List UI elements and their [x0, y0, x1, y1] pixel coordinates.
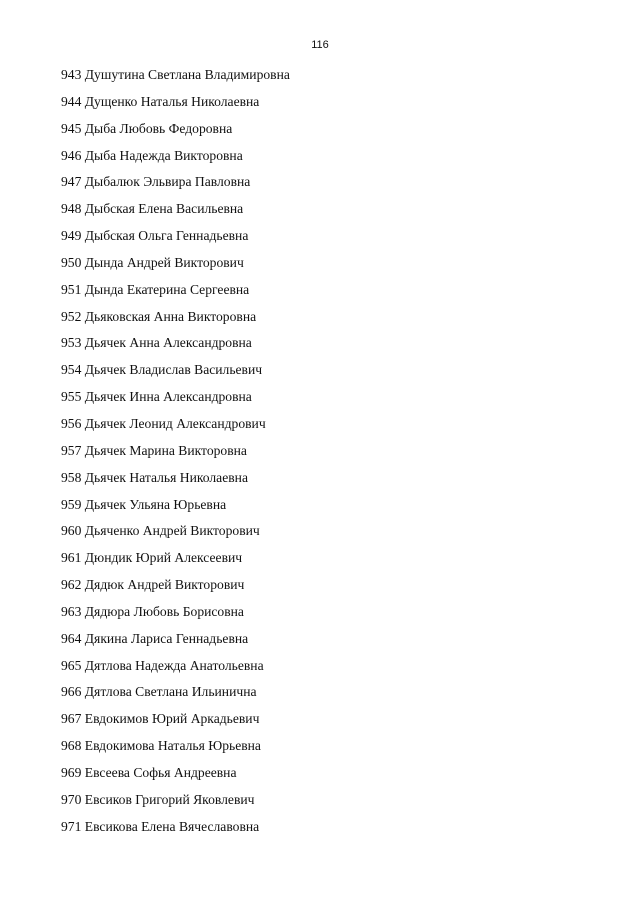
list-item: 947 Дыбалюк Эльвира Павловна — [61, 174, 251, 190]
list-item: 943 Душутина Светлана Владимировна — [61, 67, 290, 82]
list-item: 966 Дятлова Светлана Ильинична — [61, 684, 257, 700]
list-item: 948 Дыбская Елена Васильевна — [61, 201, 244, 217]
list-item: 967 Евдокимов Юрий Аркадьевич — [61, 711, 260, 727]
list-item: 951 Дында Екатерина Сергеевна — [61, 281, 250, 297]
list-item: 954 Дьячек Владислав Васильевич — [61, 362, 263, 378]
list-item: 971 Евсикова Елена Вячеславовна — [61, 818, 260, 834]
page-number: 116 — [311, 39, 329, 51]
list-item: 959 Дьячек Ульяна Юрьевна — [61, 496, 227, 512]
list-item: 960 Дьяченко Андрей Викторович — [61, 523, 260, 539]
list-item: 944 Дущенко Наталья Николаевна — [61, 93, 260, 109]
list-item: 963 Дядюра Любовь Борисовна — [61, 603, 244, 619]
list-item: 969 Евсеева Софья Андреевна — [61, 764, 237, 780]
list-item: 956 Дьячек Леонид Александрович — [61, 415, 266, 431]
list-item: 962 Дядюк Андрей Викторович — [61, 577, 245, 593]
list-item: 946 Дыба Надежда Викторовна — [61, 147, 243, 163]
list-item: 953 Дьячек Анна Александровна — [61, 335, 252, 351]
list-item: 961 Дюндик Юрий Алексеевич — [61, 550, 243, 566]
list-item: 945 Дыба Любовь Федоровна — [61, 120, 233, 136]
list-item: 950 Дында Андрей Викторович — [61, 254, 244, 270]
list-item: 965 Дятлова Надежда Анатольевна — [61, 657, 264, 673]
list-item: 952 Дьяковская Анна Викторовна — [61, 308, 257, 324]
list-item: 957 Дьячек Марина Викторовна — [61, 442, 247, 458]
list-item: 949 Дыбская Ольга Геннадьевна — [61, 228, 249, 244]
list-item: 968 Евдокимова Наталья Юрьевна — [61, 738, 261, 754]
list-item: 955 Дьячек Инна Александровна — [61, 389, 252, 405]
list-item: 958 Дьячек Наталья Николаевна — [61, 469, 248, 485]
name-list — [61, 66, 290, 844]
list-item: 964 Дякина Лариса Геннадьевна — [61, 630, 249, 646]
list-item: 970 Евсиков Григорий Яковлевич — [61, 791, 255, 807]
